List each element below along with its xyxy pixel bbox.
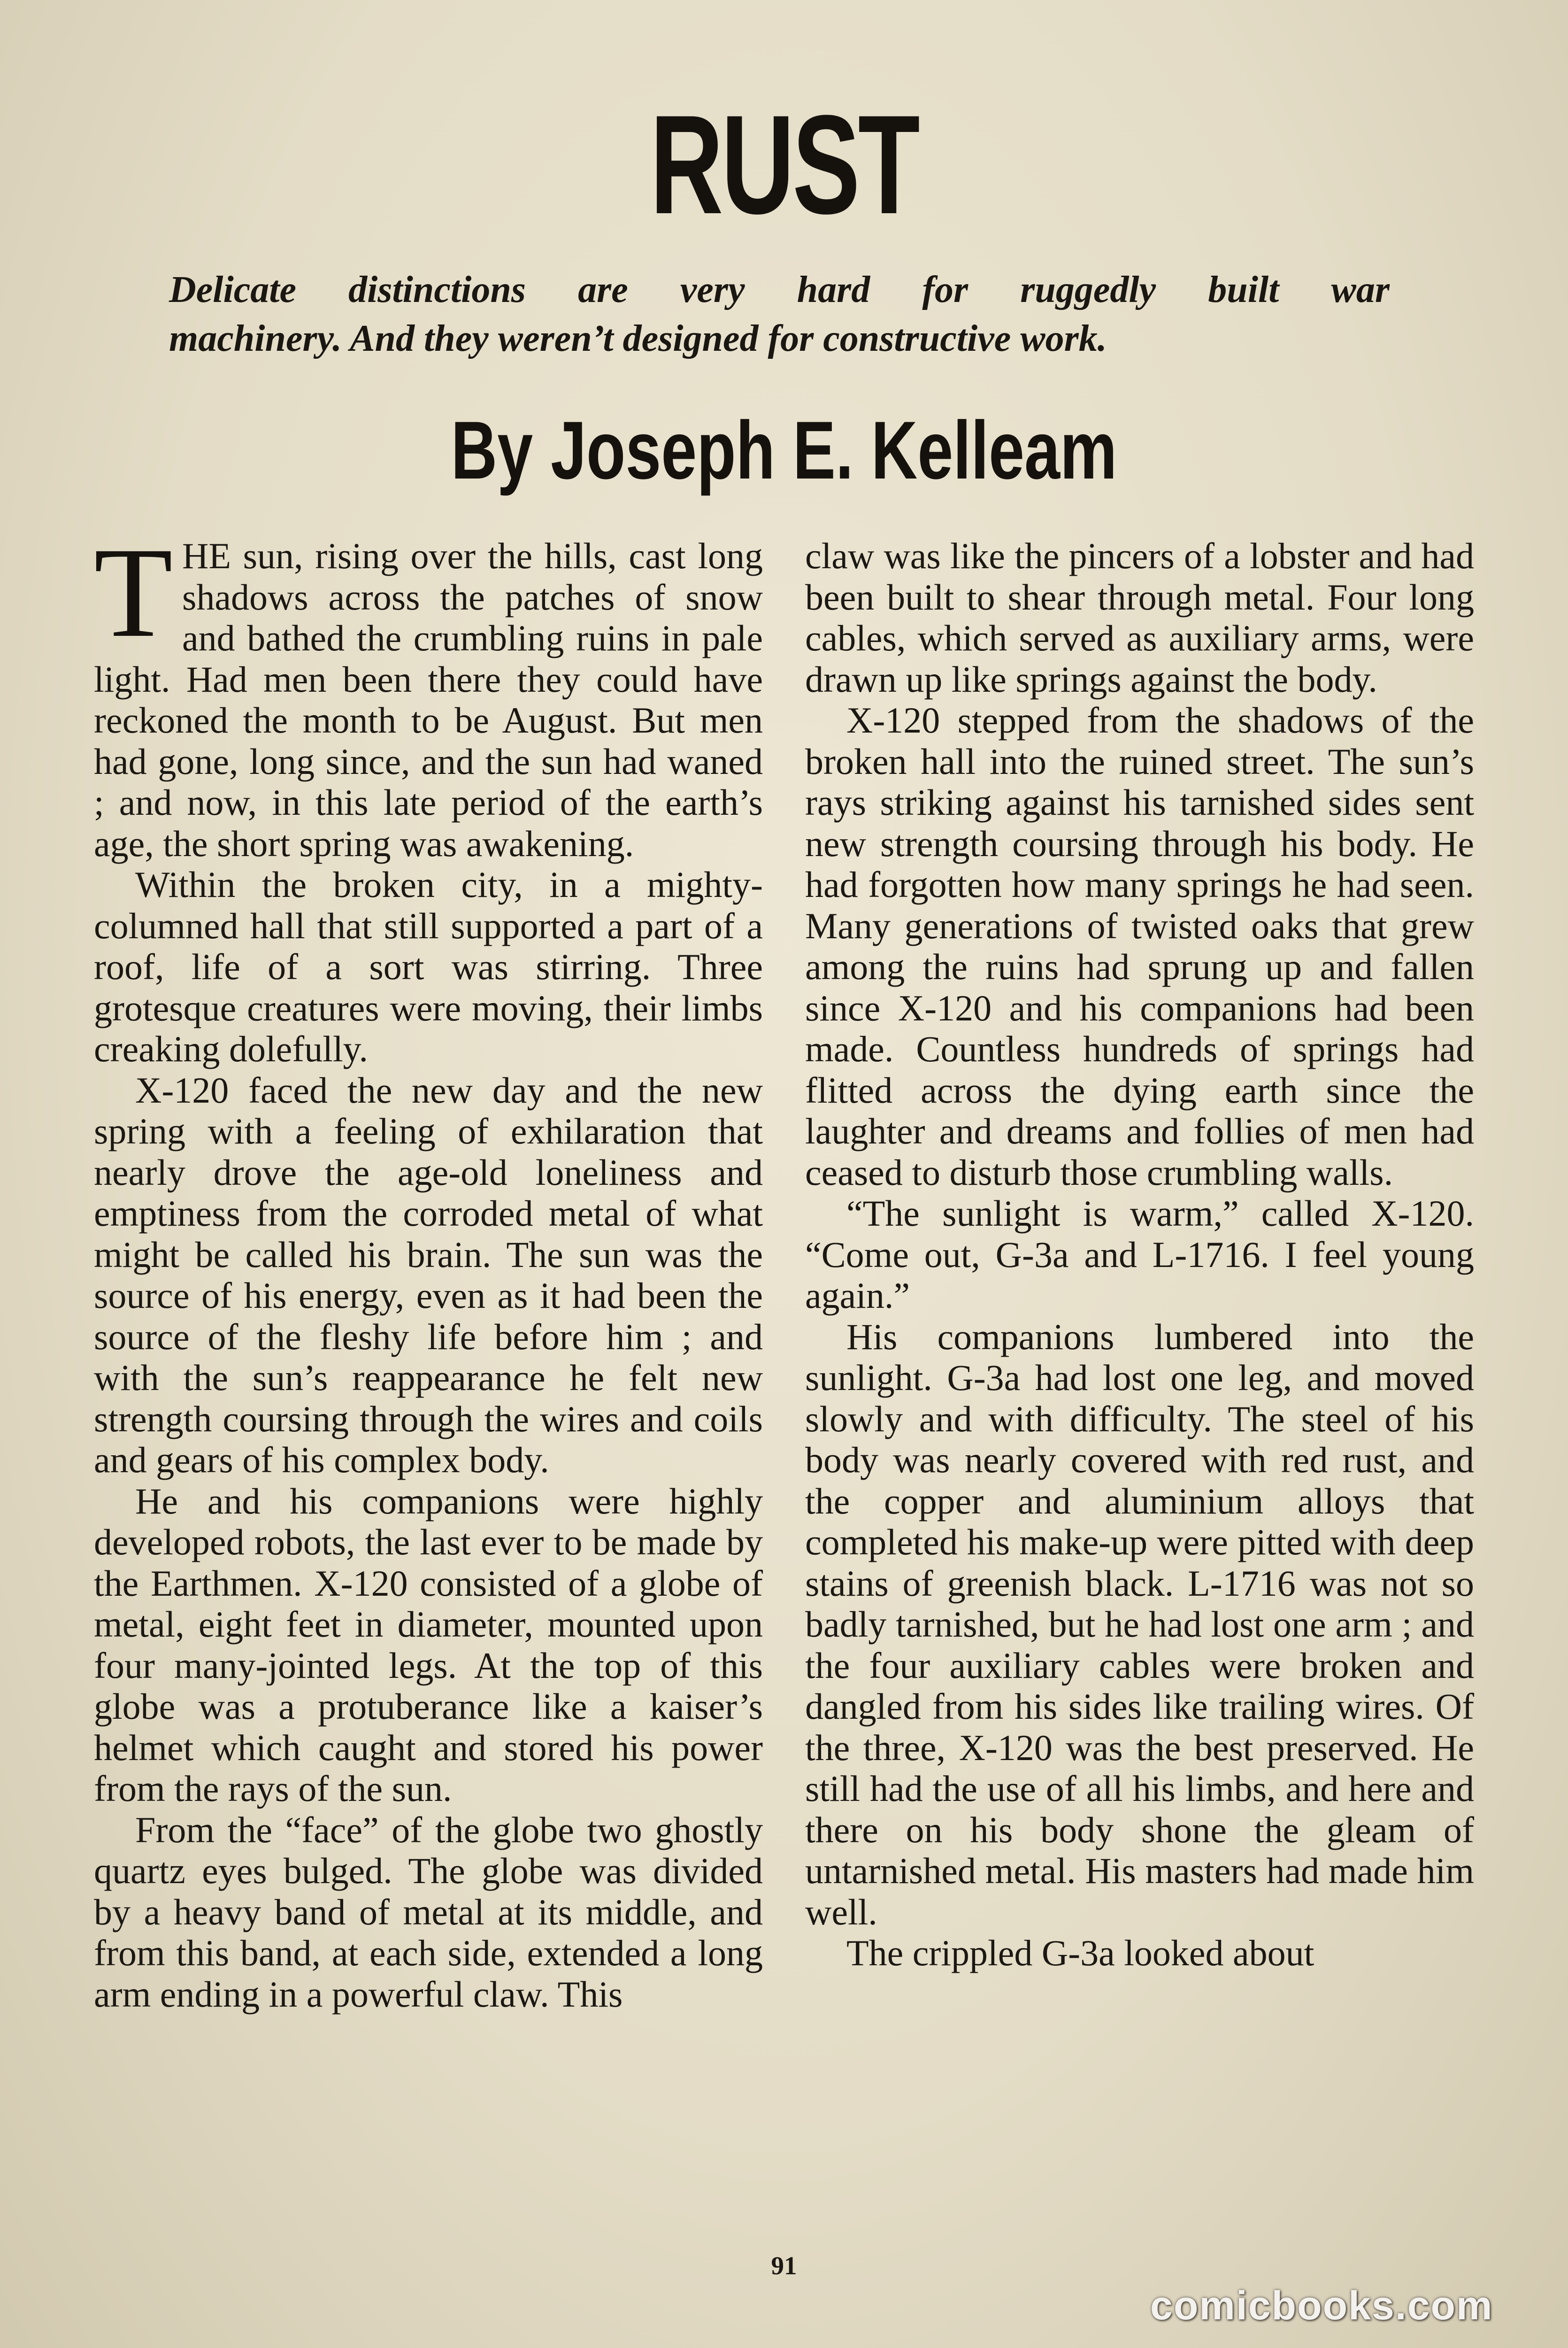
paragraph: He and his companions were highly developed robots, the last ever to be made by the Earthmen. X-120 consisted of a globe of metal, eight feet in diameter, mounted upon four many-jointed legs. At the top of this globe was a protuberance like a kaiser’s helmet which caught and stored his power from the rays of the sun. (94, 1480, 763, 1809)
watermark: comicbooks.com (1150, 2283, 1493, 2328)
paragraph: Within the broken city, in a mighty-columned hall that still supported a part of a roof, life of a sort was stirring. Three grotesque creatures were moving, their limbs creaking dolefully. (94, 864, 763, 1069)
paragraph: The crippled G-3a looked about (846, 1932, 1314, 1973)
paragraph: From the “face” of the globe two ghostly quartz eyes bulged. The globe was divided by a heavy band of metal at its middle, and from this band, at each side, extended a long arm ending in a powerful claw. This (94, 1809, 763, 2015)
story-title: RUST (650, 85, 918, 243)
paragraph: “The sunlight is warm,” called X-120. “Come out, G-3a and L-1716. I feel young again.” (805, 1193, 1474, 1316)
subtitle-line-1: Delicate distinctions are very hard for ruggedly built war (169, 269, 1390, 310)
paragraph (94, 521, 763, 864)
paragraph: X-120 faced the new day and the new spring with a feeling of exhilaration that nearly drove the age-old loneliness and emptiness from the corroded metal of what might be called his brain. The sun was the source of his energy, even as it had been the source of the fleshy life before him ; and with the sun’s reappearance he felt new strength coursing through the wires and coils and gears of his complex body. (94, 1069, 763, 1480)
left-column (94, 521, 763, 2015)
paragraph: X-120 stepped from the shadows of the broken hall into the ruined street. The sun’s rays striking against his tarnished sides sent new strength coursing through his body. He had forgotten how many springs he had seen. Many generations of twisted oaks that grew among the ruins had sprung up and fallen since X-120 and his companions had been made. Countless hundreds of springs had flitted across the dying earth since the laughter and dreams and follies of men had ceased to disturb those crumbling walls. (805, 700, 1474, 1193)
paragraph-text: HE sun, rising over the hills, cast long shadows across the patches of snow and bathed the crumbling ruins in pale light. Had men been there they could have reckoned the month to be August. But men had gone, long since, and the sun had waned ; and now, in this late period of the earth’s age, the short spring was awakening. (94, 535, 763, 864)
page-number: 91 (771, 2251, 797, 2280)
story-subtitle (169, 265, 1390, 363)
paragraph: His companions lumbered into the sunlight. G-3a had lost one leg, and moved slowly and with difficulty. The steel of his body was nearly covered with red rust, and the copper and aluminium alloys that completed his make-up were pitted with deep stains of greenish black. L-1716 was not so badly tarnished, but he had lost one arm ; and the four auxiliary cables were broken and dangled from his sides like trailing wires. Of the three, X-120 was the best preserved. He still had the use of all his limbs, and here and there on his body shone the gleam of untarnished metal. His masters had made him well. (805, 1316, 1474, 1932)
right-column (805, 535, 1474, 1974)
paragraph: claw was like the pincers of a lobster and had been built to shear through metal. Four long cables, which served as auxiliary arms, were drawn up like springs against the body. (805, 535, 1474, 700)
author-byline: By Joseph E. Kelleam (451, 405, 1117, 496)
drop-cap: T (94, 521, 173, 664)
subtitle-line-2: machinery. And they weren’t designed for constructive work. (169, 318, 1107, 359)
